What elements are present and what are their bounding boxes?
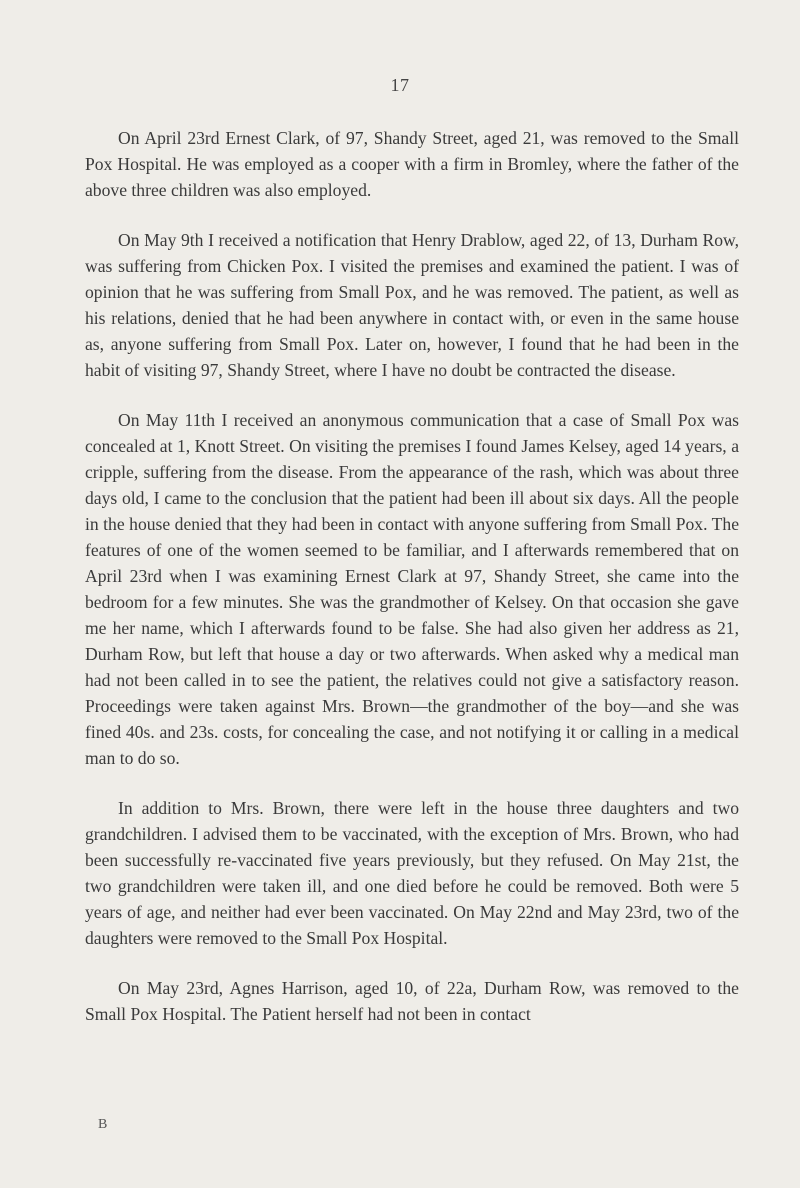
paragraph-agnes-harrison: On May 23rd, Agnes Harrison, aged 10, of 22a, Durham Row, was removed to the Small Pox Hospital. The Patient herself had not been in contact <box>85 978 739 1024</box>
page-number: 17 <box>390 75 410 95</box>
signature-mark: B <box>98 1117 108 1132</box>
paragraph-ernest-clark: On April 23rd Ernest Clark, of 97, Shandy Street, aged 21, was removed to the Small Pox Hospital. He was employed as a cooper with a firm in Bromley, where the father of the above three children was also employed. <box>85 128 739 200</box>
paragraph-james-kelsey: On May 11th I received an anonymous communication that a case of Small Pox was concealed at 1, Knott Street. On visiting the premises I found James Kelsey, aged 14 years, a cripple, suffering from the disease. From the appearance of the rash, which was about three days old, I came to the conclusion that the patient had been ill about six days. All the people in the house denied that they had been in contact with anyone suffering from Small Pox. The features of one of the women seemed to be familiar, and I afterwards remembered that on April 23rd when I was examining Ernest Clark at 97, Shandy Street, she came into the bedroom for a few minutes. She was the grandmother of Kelsey. On that occasion she gave me her name, which I afterwards found to be false. She had also given her address as 21, Durham Row, but left that house a day or two afterwards. When asked why a medical man had not been called in to see the patient, the relatives could not give a satisfactory reason. Proceedings were taken against Mrs. Brown—the grandmother of the boy—and she was fined 40s. and 23s. costs, for concealing the case, and not notifying it or calling in a medical man to do so. <box>85 410 739 768</box>
paragraph-henry-drablow: On May 9th I received a notification that Henry Drablow, aged 22, of 13, Durham Row, was suffering from Chicken Pox. I visited the premises and examined the patient. I was of opinion that he was suffering from Small Pox, and he was removed. The patient, as well as his relations, denied that he had been anywhere in contact with, or even in the same house as, anyone suffering from Small Pox. Later on, however, I found that he had been in the habit of visiting 97, Shandy Street, where I have no doubt be contracted the disease. <box>85 230 739 380</box>
paragraph-mrs-brown-household: In addition to Mrs. Brown, there were left in the house three daughters and two grandchildren. I advised them to be vaccinated, with the exception of Mrs. Brown, who had been successfully re-vaccinated five years previously, but they refused. On May 21st, the two grandchildren were taken ill, and one died before he could be removed. Both were 5 years of age, and neither had ever been vaccinated. On May 22nd and May 23rd, two of the daughters were removed to the Small Pox Hospital. <box>85 798 739 948</box>
document-body <box>85 125 739 1051</box>
